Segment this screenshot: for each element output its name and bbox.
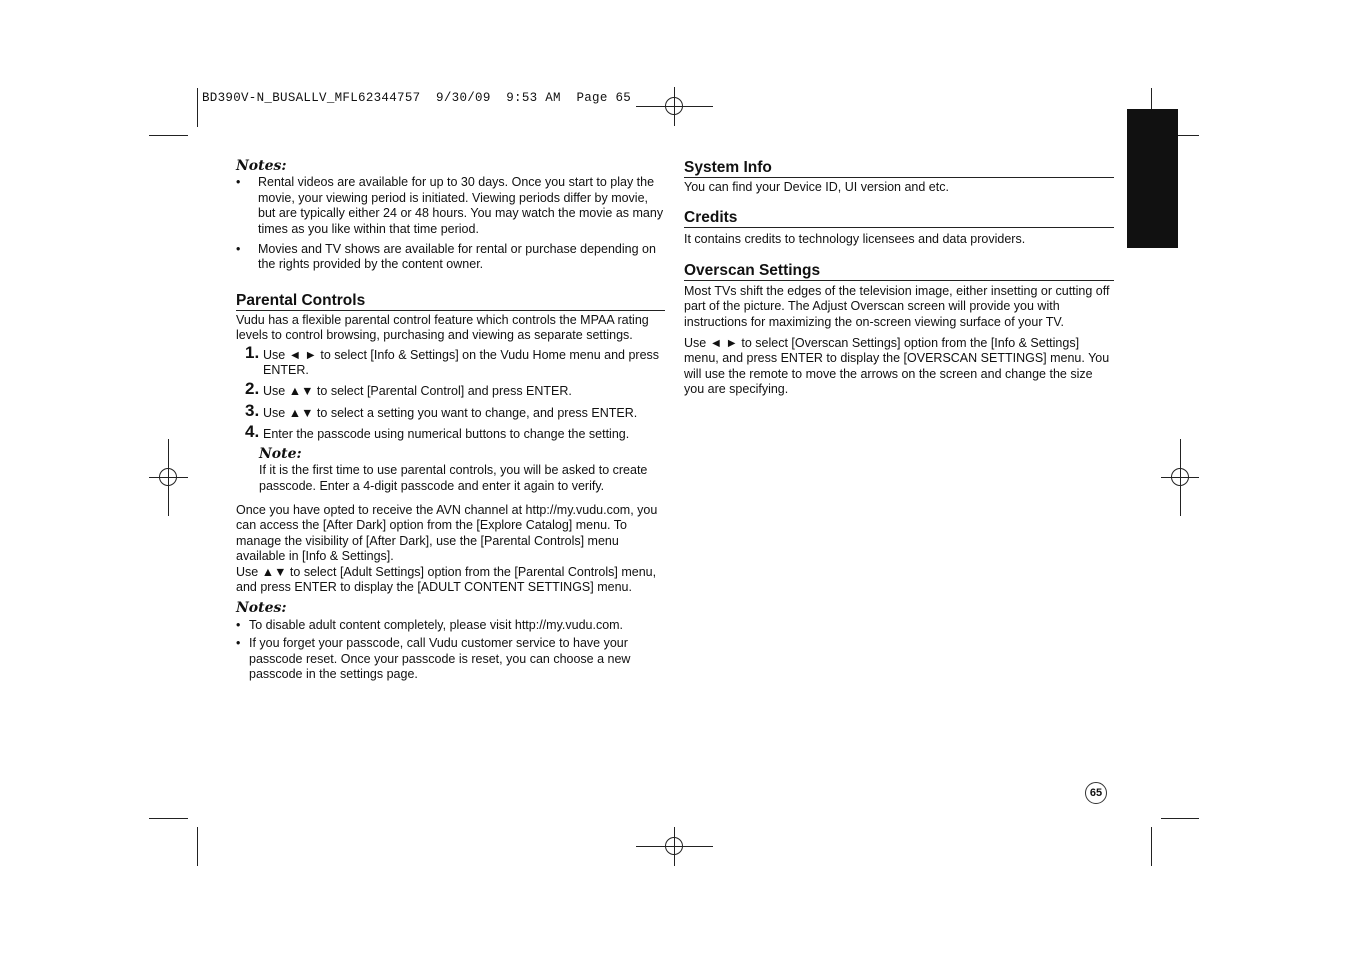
step-item: 3. Use ▲▼ to select a setting you want to change, and press ENTER. [245, 400, 638, 420]
overscan-paragraph-1: Most TVs shift the edges of the television image, either insetting or cutting off part of the picture. The Adjust Overscan screen will provide you with instructions for maximizing the on-screen viewing surface of your TV. [684, 283, 1110, 329]
parental-note [236, 447, 665, 494]
step-item: 4. Enter the passcode using numerical buttons to change the setting. [245, 422, 630, 442]
section-title-parental-controls: Parental Controls [236, 291, 665, 311]
section-title-credits: Credits [684, 208, 1114, 228]
credits-text: It contains credits to technology licensees and data providers. [684, 232, 1026, 247]
page-number: 65 [1085, 782, 1107, 804]
list-item: • If you forget your passcode, call Vudu customer service to have your passcode reset. Once your passcode is reset, you can choose a new passcode in the settings page. [236, 636, 631, 681]
note-heading: Note: [259, 445, 302, 462]
parental-intro: Vudu has a flexible parental control feature which controls the MPAA rating levels to control browsing, purchasing and viewing as separate settings. [236, 312, 649, 343]
step-item: 1. Use ◄ ► to select [Info & Settings] on the Vudu Home menu and press ENTER. [245, 342, 660, 378]
parental-steps [236, 342, 665, 443]
list-item: • Rental videos are available for up to 30 days. Once you start to play the movie, your viewing period is initiated. Viewing periods differ by movie, but are typically either 24 or 48 hours. You may watch the movie as many times as you like within that time period. [236, 175, 664, 236]
right-column [684, 158, 1114, 398]
notes-list [236, 175, 665, 272]
section-title-system-info: System Info [684, 158, 1114, 178]
print-slug: BD390V-N_BUSALLV_MFL62344757 9/30/09 9:53 AM Page 65 [202, 91, 632, 105]
notes-list-2 [236, 618, 665, 683]
section-title-overscan: Overscan Settings [684, 261, 1114, 281]
list-item: • Movies and TV shows are available for rental or purchase depending on the rights provided by the content owner. [236, 242, 656, 272]
notes-heading-2: Notes: [236, 600, 287, 617]
left-column [236, 159, 665, 685]
overscan-paragraph-2: Use ◄ ► to select [Overscan Settings] option from the [Info & Settings] menu, and press ENTER to display the [OVERSCAN SETTINGS] menu. You will use the remote to move the arrows on the screen and change the size you are specifying. [684, 336, 1110, 397]
after-dark-paragraph: Once you have opted to receive the AVN channel at http://my.vudu.com, you can access the [After Dark] option from the [Explore Catalog] menu. To manage the visibility of [After Dark], use the [Parental Controls] menu available in [Info & Settings]. [236, 502, 658, 564]
list-item: • To disable adult content completely, please visit http://my.vudu.com. [236, 617, 624, 632]
notes-heading: Notes: [236, 158, 287, 174]
note-text: If it is the first time to use parental controls, you will be asked to create passcode. Enter a 4-digit passcode and enter it again to verify. [259, 463, 648, 493]
section-tab [1127, 109, 1178, 248]
system-info-text: You can find your Device ID, UI version and etc. [684, 180, 949, 194]
step-item: 2. Use ▲▼ to select [Parental Control] and press ENTER. [245, 379, 572, 399]
adult-settings-paragraph: Use ▲▼ to select [Adult Settings] option from the [Parental Controls] menu, and press ENTER to display the [ADULT CONTENT SETTINGS] menu. [236, 564, 657, 594]
